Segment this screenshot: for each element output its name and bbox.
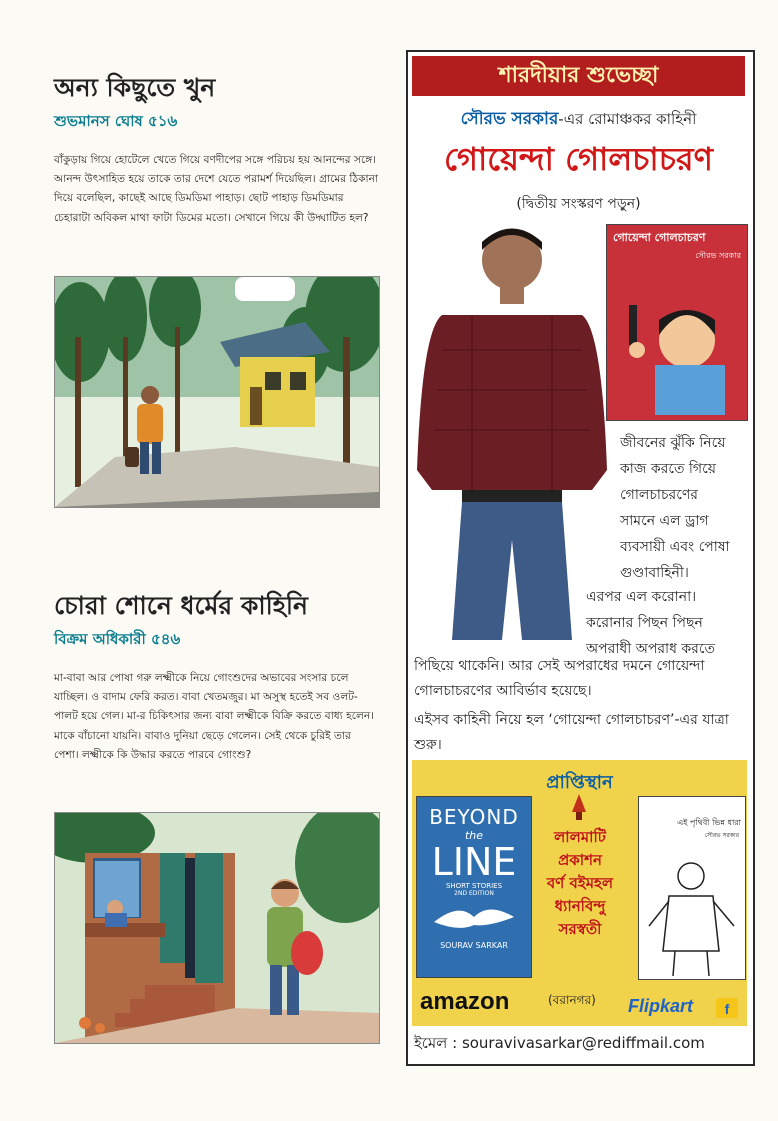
book-left-sub: SHORT STORIES <box>445 882 503 890</box>
side-line: জীবনের ঝুঁকি নিয়ে <box>620 435 726 451</box>
ad-email: ইমেল : souravivasarkar@rediffmail.com <box>414 1034 705 1052</box>
store-list <box>530 826 630 941</box>
story-2-text: মা-বাবা আর পোষা গরু লক্ষ্মীকে নিয়ে গোংশুদের অভাবের সংসার চলে যাচ্ছিল। ও বাদাম ফেরি করত। বাবা খেতমজুর। মা অসুস্থ হতেই সব ওলট-পালট হয়ে গেল। মা-র চিকিৎসার জন্য বাবা লক্ষ্মীকে বিক্রি করতে বাধ্য হলেন। মাকে বাঁচানো যায়নি। বাবাও দুনিয়া ছেড়ে গেলেন। সেই থেকে চুরিই তার পেশা। লক্ষ্মীকে কি উদ্ধার করতে পারবে গোংশু? <box>54 672 374 761</box>
author-photo <box>412 220 622 640</box>
side-line: করোনার পিছন পিছন <box>586 615 703 631</box>
dove-icon <box>429 897 519 937</box>
ad-side-text-2 <box>586 584 715 662</box>
story-1-title: অন্য কিছুতে খুন <box>54 73 216 102</box>
book-left-line2: the <box>464 829 484 842</box>
ad-paragraph-1: পিছিয়ে থাকেনি। আর সেই অপরাধের দমনে গোয়েন্দা গোলচাচরণের আবির্ভাব হয়েছে। <box>414 658 705 699</box>
ad-side-text <box>620 430 730 586</box>
store-item: সরস্বতী <box>558 920 602 938</box>
ad-subtitle <box>408 106 749 134</box>
lamp-icon <box>572 794 586 820</box>
story-1 <box>54 72 378 228</box>
book-right-title: এই পৃথিবী ভিন্ন ধারা <box>677 818 741 827</box>
ad-book-title: গোয়েন্দা গোলচাচরণ <box>444 140 713 178</box>
side-line: ব্যবসায়ী এবং পোষা <box>620 539 730 555</box>
side-line: কাজ করতে গিয়ে <box>620 461 716 477</box>
flipkart-bag-icon <box>714 992 740 1020</box>
availability-title: প্রাপ্তিস্থান <box>546 772 613 793</box>
side-line: সামনে এল ড্রাগ <box>620 513 709 529</box>
golchacharan-book-cover <box>606 224 748 421</box>
store-item: ধ্যানবিন্দু <box>554 897 606 915</box>
story-1-author: শুভমানস ঘোষ ৫১৬ <box>54 112 178 130</box>
story-2-title: চোরা শোনে ধর্মের কাহিনি <box>54 591 308 620</box>
story-1-text: বাঁকুড়ায় গিয়ে হোটেলে খেতে গিয়ে বণদীপের সঙ্গে পরিচয় হয় আনন্দের সঙ্গে। আনন্দ উৎসাহিত হয়ে তাকে তার দেশে যেতে পরামর্শ দিয়েছিল। গ্রামের ঠিকানা দিয়ে বলেছিল, কাছেই আছে ডিমডিমা পাহাড়। ছোট পাহাড় ডিমডিমার চেহারাটা অবিকল মাথা ফাটা ডিমের মতো। সেখানে গিয়ে কী উদ্ঘাটিত হল? <box>54 154 378 224</box>
ad-edition: (দ্বিতীয় সংস্করণ পড়ুন) <box>516 196 641 212</box>
story-2 <box>54 590 378 765</box>
side-line: অপরাধী অপরাধ করতে <box>586 641 716 657</box>
email-address: souravivasarkar@rediffmail.com <box>461 1034 705 1052</box>
store-item: প্রকাশন <box>558 851 602 869</box>
side-line: গোলচাচরণের <box>620 487 699 503</box>
store-item: বর্ণ বইমহল <box>546 874 614 892</box>
store-item: লালমাটি <box>554 828 606 846</box>
side-line: গুণ্ডাবাহিনী। <box>620 565 689 581</box>
forest-house-illustration <box>55 277 379 507</box>
book-left-line3: LINE <box>431 840 517 884</box>
village-boy-illustration <box>55 813 379 1043</box>
book-left-author: SOURAV SARKAR <box>440 941 508 950</box>
ad-author-name: সৌরভ সরকার <box>460 109 559 129</box>
flipkart-logo: Flipkart <box>628 996 694 1016</box>
side-line: এরপর এল করোনা। <box>586 589 697 605</box>
ei-prithibi-book <box>638 796 746 980</box>
ad-banner: শারদীয়ার শুভেচ্ছা <box>412 56 745 96</box>
ad-author-suffix: -এর রোমাঞ্চকর কাহিনী <box>558 110 697 128</box>
email-label: ইমেল <box>414 1034 448 1052</box>
story-1-illustration <box>54 276 380 508</box>
cover-title: গোয়েন্দা গোলচাচরণ <box>613 231 706 244</box>
amazon-logo: amazon <box>420 988 510 1015</box>
book-left-line1: BEYOND <box>429 805 519 829</box>
book-left-edition: 2ND EDITION <box>454 890 494 897</box>
story-2-illustration <box>54 812 380 1044</box>
detective-cover-art <box>607 265 747 415</box>
svg-text:f: f <box>724 1001 730 1017</box>
beyond-the-line-book <box>416 796 532 978</box>
story-2-author: বিক্রম অধিকারী ৫৪৬ <box>54 630 181 648</box>
book-right-author: সৌরভ সরকার <box>704 832 739 839</box>
cover-author: সৌরভ সরকার <box>695 251 741 260</box>
store-note: (বরানগর) <box>548 993 596 1007</box>
book-advertisement <box>406 50 755 1066</box>
ad-paragraph-2: এইসব কাহিনী নিয়ে হল ‘গোয়েন্দা গোলচাচরণ’-এর যাত্রা শুরু। <box>414 712 729 753</box>
availability-box <box>412 760 747 1026</box>
man-sketch-art <box>639 841 745 981</box>
